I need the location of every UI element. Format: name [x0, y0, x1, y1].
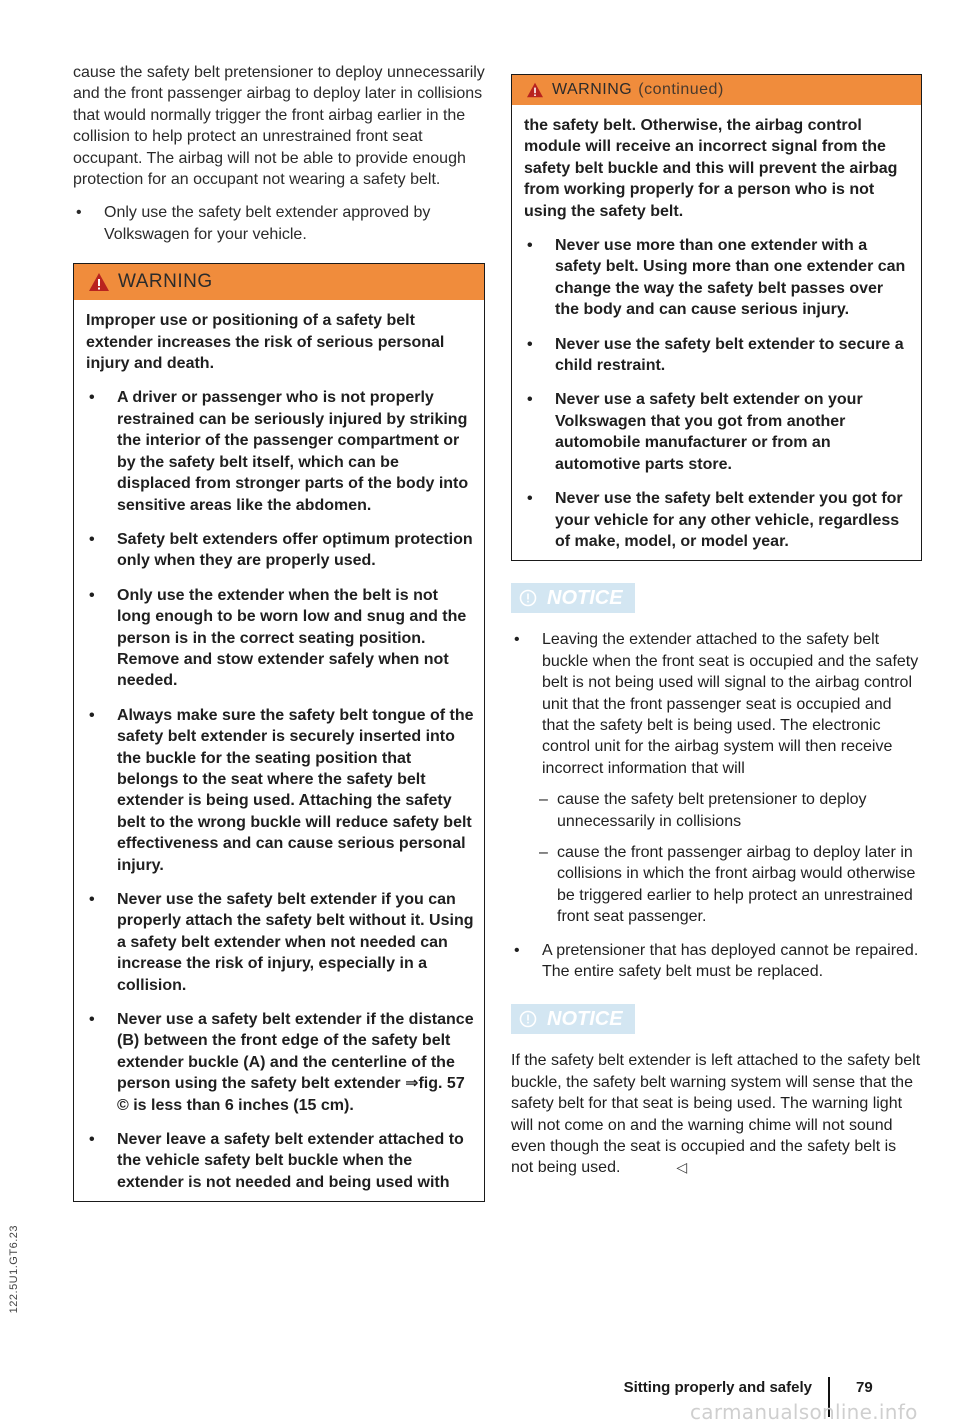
bullet-text: Never use more than one extender with a safety belt. Using more than one extender can change the way the safety belt passes over the body and can cause serious injury.	[555, 237, 906, 319]
document-code: 122.5U1.GT6.23	[8, 1225, 20, 1314]
list-item	[524, 334, 911, 377]
bullet-icon: •	[89, 891, 95, 908]
bullet-text: Never use a safety belt extender if the distance (B) between the front edge of the safety belt extender buckle (A) and the centerline of the person using the safety belt extender ⇒fig. 57 © is less than 6 inches (15 cm).	[117, 1011, 474, 1114]
bullet-text: A driver or passenger who is not properly restrained can be seriously injured by striking the interior of the passenger compartment or by the safety belt itself, which can be displaced from stronger parts of the body into sensitive areas like the abdomen.	[117, 389, 469, 514]
warning-triangle-icon	[88, 272, 110, 292]
dash-item	[511, 842, 922, 928]
section-title: Sitting properly and safely	[623, 1379, 812, 1396]
intro-paragraph: cause the safety belt pretensioner to deploy unnecessarily and the front passenger airbag to deploy later in collisions that would normally trigger the front airbag earlier in the collision to help protect an unrestrained front seat occupant. The airbag will not be able to provide enough protection for an occupant not wearing a safety belt.	[73, 64, 485, 189]
warning-header	[512, 75, 921, 105]
bullet-text: Never use the safety belt extender if you can properly attach the safety belt without it. Using a safety belt extender when not needed can increase the risk of injury, especially in a collision.	[117, 891, 474, 994]
dash-text: cause the safety belt pretensioner to deploy unnecessarily in collisions	[557, 791, 867, 830]
list-item	[86, 705, 474, 876]
bullet-text: A pretensioner that has deployed cannot be repaired. The entire safety belt must be replaced.	[542, 941, 919, 980]
notice-title: NOTICE	[547, 586, 623, 609]
notice-title: NOTICE	[547, 1007, 623, 1030]
warning-title: WARNING	[118, 271, 213, 293]
list-item	[86, 1009, 474, 1116]
warning-body	[512, 105, 921, 560]
list-item	[524, 235, 911, 321]
bullet-icon: •	[514, 631, 520, 649]
bullet-text: Safety belt extenders offer optimum protection only when they are properly used.	[117, 530, 473, 570]
list-item	[86, 387, 474, 515]
bullet-text: Only use the extender when the belt is not long enough to be worn low and snug and the person is in the correct seating position. Remove and stow extender safely when not needed.	[117, 586, 467, 690]
bullet-icon: •	[89, 586, 95, 604]
notice-header	[511, 1004, 635, 1034]
bullet-icon: •	[76, 204, 82, 222]
bullet-icon: •	[527, 490, 533, 508]
notice-text	[511, 1050, 922, 1178]
dash-icon: –	[539, 843, 548, 861]
warning-intro: Improper use or positioning of a safety belt extender increases the risk of serious personal injury and death.	[86, 312, 445, 373]
list-item	[86, 529, 474, 572]
left-column	[73, 62, 485, 1202]
bullet-text: Never use the safety belt extender to secure a child restraint.	[555, 335, 904, 375]
end-triangle-icon: ◁	[676, 1159, 688, 1176]
bullet-icon: •	[527, 335, 533, 353]
dash-icon: –	[539, 791, 548, 809]
bullet-icon: •	[527, 237, 533, 255]
warning-box-continued	[511, 74, 922, 561]
warning-header	[74, 264, 484, 300]
dash-text: cause the front passenger airbag to deploy later in collisions in which the front airbag would otherwise be triggered earlier to help protect an unrestrained front seat passenger.	[557, 843, 916, 926]
bullet-text: Never use the safety belt extender you got for your vehicle for any other vehicle, regardless of make, model, or model year.	[555, 490, 903, 550]
bullet-icon: •	[89, 706, 95, 724]
notice-circle-icon	[519, 589, 537, 607]
bullet-icon: •	[89, 389, 95, 407]
notice-body	[511, 629, 922, 982]
bullet-text: Never leave a safety belt extender attached to the vehicle safety belt buckle when the extender is not needed and being used with	[117, 1131, 464, 1191]
warning-box	[73, 263, 485, 1202]
page-footer	[576, 1377, 896, 1401]
bullet-text: Never use a safety belt extender on your Volkswagen that you got from another automobile manufacturer or from an automotive parts store.	[555, 391, 863, 473]
list-item	[86, 585, 474, 692]
list-item	[524, 389, 911, 475]
notice-header	[511, 583, 635, 613]
bullet-icon: •	[89, 1131, 95, 1149]
notice-circle-icon	[519, 1010, 537, 1028]
watermark: carmanualsonline.info	[690, 1400, 918, 1424]
warning-continued-label: (continued)	[638, 81, 724, 98]
list-item	[511, 629, 922, 779]
right-column	[511, 74, 922, 1179]
bullet-icon: •	[514, 941, 520, 959]
bullet-text: Always make sure the safety belt tongue of the safety belt extender is securely inserted into the buckle for the seating position that belongs to the seat where the safety belt extender is being used. Attaching the safety belt to the wrong buckle will reduce safety belt effectiveness and can cause serious personal injury.	[117, 706, 474, 874]
page-number: 79	[856, 1379, 873, 1396]
list-item	[73, 202, 485, 245]
warning-title: WARNING	[552, 81, 633, 98]
warning-body	[74, 300, 484, 1201]
bullet-icon: •	[527, 391, 533, 409]
list-item	[86, 889, 474, 996]
notice-paragraph: If the safety belt extender is left attached to the safety belt buckle, the safety belt warning system will sense that the safety belt for that seat is being used. The warning light will not come on and the warning chime will not sound even though the seat is occupied and the safety belt is not being used.	[511, 1052, 921, 1177]
warning-intro: the safety belt. Otherwise, the airbag control module will receive an incorrect signal from the safety belt buckle and this will prevent the airbag from working properly for a person who is not using the safety belt.	[524, 117, 898, 220]
warning-triangle-icon	[526, 82, 544, 98]
list-item	[86, 1129, 474, 1193]
bullet-icon: •	[89, 530, 95, 548]
dash-item	[511, 789, 922, 832]
notice-body	[511, 1050, 922, 1178]
bullet-text: Leaving the extender attached to the safety belt buckle when the front seat is occupied and the safety belt is not being used will signal to the airbag control unit that the front passenger seat is occupied and that the safety belt is being used. The electronic control unit for the airbag system will then receive incorrect information that will	[542, 631, 919, 777]
list-item	[524, 488, 911, 552]
list-item	[511, 940, 922, 983]
bullet-text: Only use the safety belt extender approved by Volkswagen for your vehicle.	[104, 204, 431, 243]
bullet-icon: •	[89, 1011, 95, 1029]
